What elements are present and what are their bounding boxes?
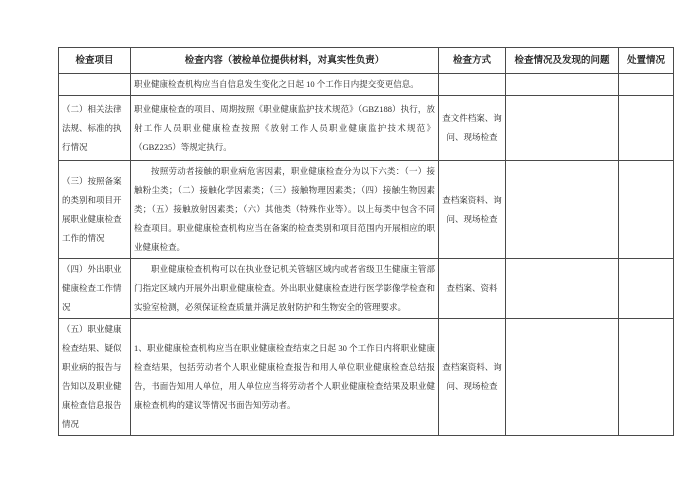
row4-method-cell: 查档案、资料	[439, 259, 506, 319]
header-inspection-method: 检查方式	[439, 48, 506, 74]
row2-method-cell: 查文件档案、询问、现场检查	[439, 96, 506, 161]
row3-disposal-cell	[619, 161, 674, 259]
header-inspection-item: 检查项目	[59, 48, 131, 74]
table-row	[59, 74, 674, 96]
row5-content-cell: 1、职业健康检查机构应当在职业健康检查结束之日起 30 个工作日内将职业健康检查结果，包括劳动者个人职业健康检查报告和用人单位职业健康检查总结报告，书面告知用人单位，用人单位应当将劳动者个人职业健康检查结果及职业健康检查机构的建议等情况书面告知劳动者。	[131, 319, 439, 436]
table-header-row	[59, 48, 674, 74]
row2-item-cell: （二）相关法律法规、标准的执行情况	[59, 96, 131, 161]
row2-disposal-cell	[619, 96, 674, 161]
inspection-table	[58, 47, 674, 436]
row5-method-cell: 查档案资料、询问、现场检查	[439, 319, 506, 436]
table-row	[59, 161, 674, 259]
header-findings: 检查情况及发现的问题	[506, 48, 619, 74]
row1-content-cell: 职业健康检查机构应当自信息发生变化之日起 10 个工作日内提交变更信息。	[131, 74, 439, 96]
row3-method-cell: 查档案资料、询问、现场检查	[439, 161, 506, 259]
header-inspection-content: 检查内容（被检单位提供材料，对真实性负责）	[131, 48, 439, 74]
row4-disposal-cell	[619, 259, 674, 319]
row3-item-cell: （三）按照备案的类别和项目开展职业健康检查工作的情况	[59, 161, 131, 259]
row2-content-cell: 职业健康检查的项目、周期按照《职业健康监护技术规范》（GBZ188）执行，放射工作人员职业健康检查按照《放射工作人员职业健康监护技术规范》（GBZ235）等规定执行。	[131, 96, 439, 161]
row2-findings-cell	[506, 96, 619, 161]
row3-content-cell: 按照劳动者接触的职业病危害因素，职业健康检查分为以下六类：（一）接触粉尘类；（二）接触化学因素类；（三）接触物理因素类；（四）接触生物因素类；（五）接触放射因素类；（六）其他类（特殊作业等）。以上每类中包含不同检查项目。职业健康检查机构应当在备案的检查类别和项目范围内开展相应的职业健康检查。	[131, 161, 439, 259]
row5-disposal-cell	[619, 319, 674, 436]
row4-findings-cell	[506, 259, 619, 319]
row1-item-cell	[59, 74, 131, 96]
inspection-table-container	[58, 47, 674, 436]
table-row	[59, 96, 674, 161]
row5-item-cell: （五）职业健康检查结果、疑似职业病的报告与告知以及职业健康检查信息报告情况	[59, 319, 131, 436]
table-row	[59, 259, 674, 319]
table-row	[59, 319, 674, 436]
row5-findings-cell	[506, 319, 619, 436]
header-disposal: 处置情况	[619, 48, 674, 74]
row1-disposal-cell	[619, 74, 674, 96]
row3-findings-cell	[506, 161, 619, 259]
row4-item-cell: （四）外出职业健康检查工作情况	[59, 259, 131, 319]
row4-content-cell: 职业健康检查机构可以在执业登记机关管辖区域内或者省级卫生健康主管部门指定区域内开展外出职业健康检查。外出职业健康检查进行医学影像学检查和实验室检测，必须保证检查质量并满足放射防护和生物安全的管理要求。	[131, 259, 439, 319]
row1-findings-cell	[506, 74, 619, 96]
row1-method-cell	[439, 74, 506, 96]
